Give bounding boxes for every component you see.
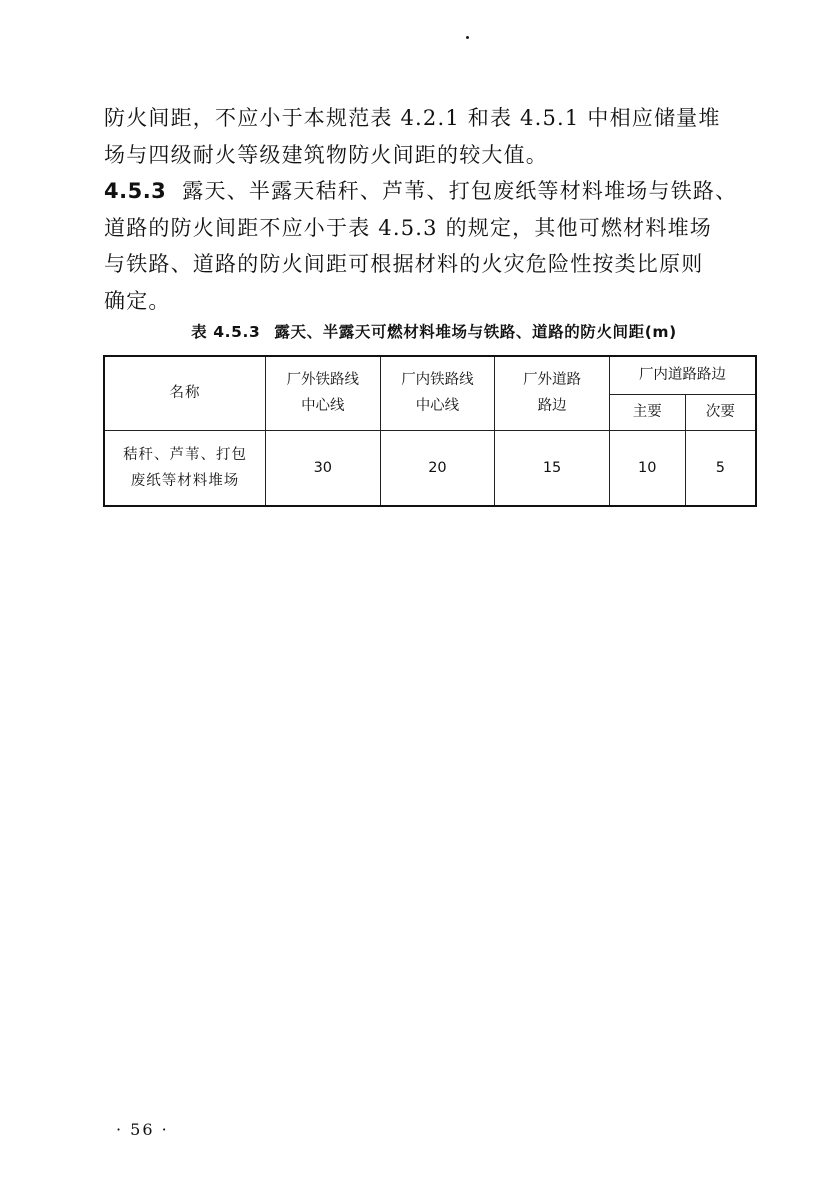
header-secondary-road: 次要 bbox=[685, 394, 756, 430]
table-caption bbox=[104, 320, 764, 342]
table-cell: 20 bbox=[380, 430, 495, 506]
body-text bbox=[104, 100, 764, 319]
header-outside-railway bbox=[266, 356, 381, 430]
top-mark bbox=[466, 36, 469, 39]
clause-line bbox=[104, 173, 764, 210]
table-cell: 15 bbox=[495, 430, 610, 506]
table-cell: 10 bbox=[609, 430, 685, 506]
row-name bbox=[104, 430, 266, 506]
header-inside-railway bbox=[380, 356, 495, 430]
clause-4-5-3 bbox=[104, 173, 764, 319]
clause-line: 确定。 bbox=[104, 288, 171, 313]
paragraph-1-line: 防火间距，不应小于本规范表 4.2.1 和表 4.5.1 中相应储量堆 bbox=[104, 106, 721, 130]
table-cell: 30 bbox=[266, 430, 381, 506]
paragraph-1 bbox=[104, 100, 764, 173]
row-name-line: 秸秆、芦苇、打包 bbox=[123, 446, 247, 463]
header-line: 厂外铁路线 bbox=[286, 372, 360, 389]
table-row bbox=[104, 430, 756, 506]
table-header-row bbox=[104, 356, 756, 394]
header-line: 厂内铁路线 bbox=[401, 372, 474, 389]
table-caption-title: 露天、半露天可燃材料堆场与铁路、道路的防火间距(m) bbox=[274, 323, 677, 341]
table-cell: 5 bbox=[685, 430, 756, 506]
row-name-line: 废纸等材料堆场 bbox=[130, 472, 240, 489]
header-inside-road-group: 厂内道路路边 bbox=[609, 356, 756, 394]
header-name: 名称 bbox=[104, 356, 266, 430]
table-caption-number: 表 4.5.3 bbox=[191, 323, 261, 341]
clause-number: 4.5.3 bbox=[104, 179, 167, 203]
header-line: 中心线 bbox=[301, 398, 345, 415]
page-number: · 56 · bbox=[116, 1120, 169, 1139]
clause-line: 道路的防火间距不应小于表 4.5.3 的规定，其他可燃材料堆场 bbox=[104, 215, 712, 240]
paragraph-1-line: 场与四级耐火等级建筑物防火间距的较大值。 bbox=[104, 142, 548, 167]
header-main-road: 主要 bbox=[609, 394, 685, 430]
header-line: 中心线 bbox=[415, 398, 460, 415]
header-line: 路边 bbox=[537, 398, 567, 415]
header-line: 厂外道路 bbox=[523, 372, 582, 389]
fire-distance-table bbox=[103, 355, 757, 507]
clause-line: 与铁路、道路的防火间距可根据材料的火灾危险性按类比原则 bbox=[104, 252, 704, 276]
clause-text: 露天、半露天秸秆、芦苇、打包废纸等材料堆场与铁路、 bbox=[182, 179, 738, 203]
header-outside-road bbox=[495, 356, 610, 430]
